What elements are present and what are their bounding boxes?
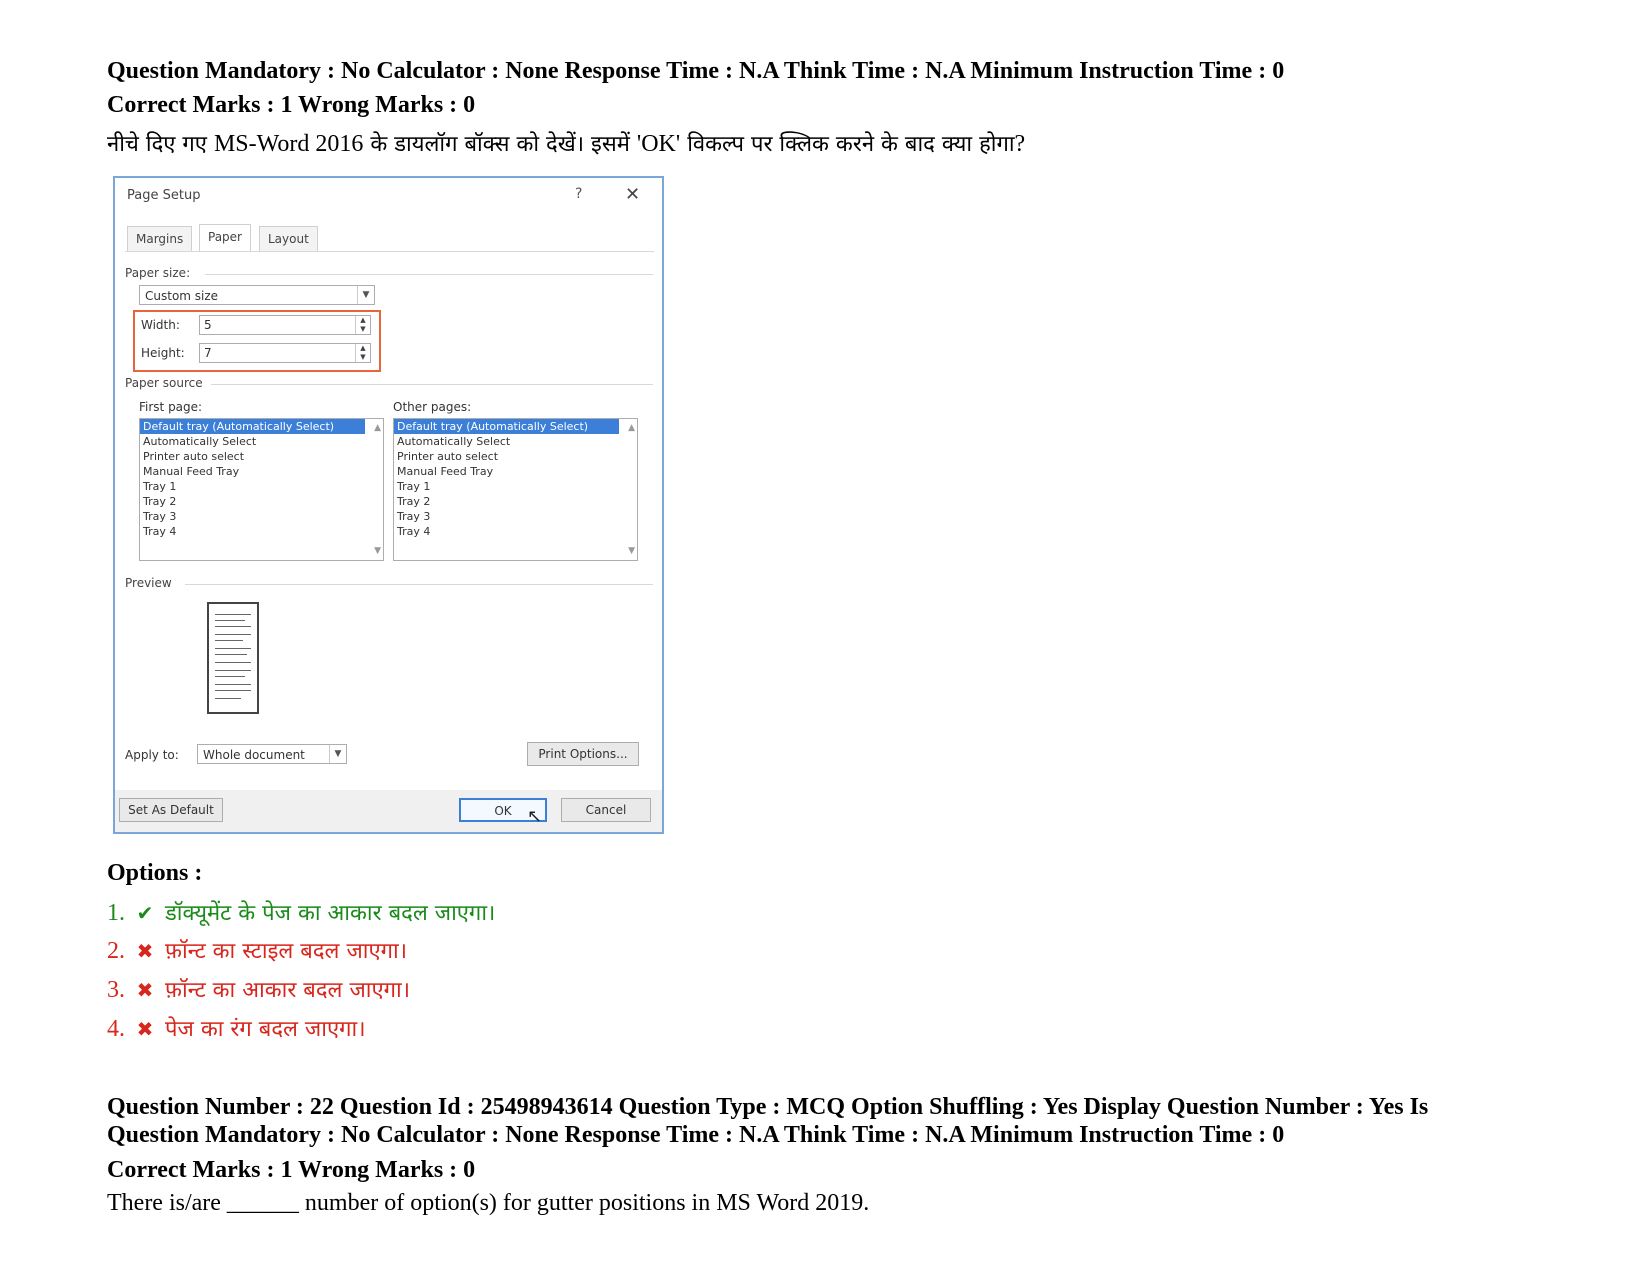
list-item[interactable]: Tray 1 (397, 480, 431, 493)
list-item[interactable]: Automatically Select (143, 435, 257, 448)
cross-icon: ✖ (136, 1019, 154, 1041)
tab-layout[interactable]: Layout (259, 226, 318, 251)
marks-line: Correct Marks : 1 Wrong Marks : 0 (107, 92, 476, 118)
question-hindi-3: विकल्प पर क्लिक करने के बाद क्या होगा (680, 132, 1015, 157)
help-icon[interactable]: ? (575, 186, 583, 202)
scroll-up-icon[interactable]: ▲ (374, 423, 381, 433)
question-mark: ? (1014, 131, 1026, 157)
question-english: MS-Word 2016 (213, 131, 364, 157)
list-item[interactable]: Tray 2 (143, 495, 177, 508)
list-item[interactable]: Default tray (Automatically Select) (140, 419, 365, 434)
mouse-cursor-icon: ↖ (527, 806, 543, 827)
list-item[interactable]: Tray 3 (143, 510, 177, 523)
list-item[interactable]: Manual Feed Tray (397, 465, 494, 478)
question-hindi-2: के डायलॉग बॉक्स को देखें। इसमें (363, 132, 637, 157)
preview-separator (185, 584, 653, 585)
next-question-meta-1: Question Number : 22 Question Id : 25498943614 Question Type : MCQ Option Shuffling : Yes Display Question Number : Yes Is (107, 1094, 1429, 1120)
apply-to-label: Apply to: (125, 748, 179, 762)
height-label: Height: (141, 346, 185, 360)
width-label: Width: (141, 318, 180, 332)
other-pages-label: Other pages: (393, 400, 472, 414)
next-question-text: There is/are ______ number of option(s) for gutter positions in MS Word 2019. (107, 1190, 870, 1216)
chevron-down-icon: ▼ (357, 286, 374, 304)
print-options-button[interactable]: Print Options... (527, 742, 639, 766)
width-input[interactable] (199, 315, 371, 335)
option-text: फ़ॉन्ट का आकार बदल जाएगा। (165, 978, 411, 1003)
option-number: 4. (107, 1016, 125, 1042)
paper-source-separator (211, 384, 653, 385)
set-as-default-button[interactable]: Set As Default (119, 798, 223, 822)
option-number: 3. (107, 977, 125, 1003)
other-pages-list[interactable] (393, 418, 638, 561)
scroll-down-icon[interactable]: ▼ (628, 546, 635, 556)
option-text: पेज का रंग बदल जाएगा। (165, 1017, 366, 1042)
next-question-meta-2: Question Mandatory : No Calculator : None Response Time : N.A Think Time : N.A Minimum Instruction Time : 0 (107, 1122, 1285, 1148)
next-question-marks: Correct Marks : 1 Wrong Marks : 0 (107, 1157, 476, 1183)
scroll-up-icon[interactable]: ▲ (628, 423, 635, 433)
height-input[interactable] (199, 343, 371, 363)
list-item[interactable]: Manual Feed Tray (143, 465, 240, 478)
options-heading: Options : (107, 860, 203, 886)
width-value: 5 (204, 318, 212, 332)
list-item[interactable]: Printer auto select (143, 450, 245, 463)
list-item[interactable]: Tray 3 (397, 510, 431, 523)
cross-icon: ✖ (136, 980, 154, 1002)
ok-button[interactable]: OK (459, 798, 547, 822)
check-icon: ✔ (136, 903, 154, 925)
first-page-label: First page: (139, 400, 203, 414)
option-2[interactable] (107, 935, 407, 965)
option-text: डॉक्यूमेंट के पेज का आकार बदल जाएगा। (165, 901, 496, 926)
option-4[interactable] (107, 1013, 366, 1043)
tab-divider (125, 251, 654, 252)
first-page-list[interactable] (139, 418, 384, 561)
spin-arrows-icon[interactable]: ▲ ▼ (355, 344, 370, 362)
list-item[interactable]: Automatically Select (397, 435, 511, 448)
paper-size-separator (205, 274, 653, 275)
option-1[interactable] (107, 897, 495, 927)
close-icon[interactable]: ✕ (625, 184, 641, 205)
option-number: 2. (107, 938, 125, 964)
paper-size-select[interactable] (139, 285, 375, 305)
list-item[interactable]: Printer auto select (397, 450, 499, 463)
scroll-down-icon[interactable]: ▼ (374, 546, 381, 556)
paper-source-label: Paper source (125, 376, 203, 390)
chevron-down-icon: ▼ (329, 745, 346, 763)
cancel-button[interactable]: Cancel (561, 798, 651, 822)
list-item[interactable]: Tray 1 (143, 480, 177, 493)
tab-paper[interactable]: Paper (199, 224, 251, 251)
dialog-title: Page Setup (127, 188, 201, 203)
page-setup-dialog (113, 176, 664, 834)
question-hindi-1: नीचे दिए गए (107, 132, 214, 157)
paper-size-value: Custom size (145, 289, 219, 303)
spin-arrows-icon[interactable]: ▲ ▼ (355, 316, 370, 334)
list-item[interactable]: Tray 2 (397, 495, 431, 508)
question-meta-line: Question Mandatory : No Calculator : None Response Time : N.A Think Time : N.A Minimum Instruction Time : 0 (107, 58, 1285, 84)
apply-to-value: Whole document (203, 748, 305, 762)
option-number: 1. (107, 900, 125, 926)
list-item[interactable]: Default tray (Automatically Select) (394, 419, 619, 434)
question-text (107, 128, 1025, 158)
page-preview (207, 602, 259, 714)
question-ok: 'OK' (636, 131, 681, 157)
cross-icon: ✖ (136, 941, 154, 963)
list-item[interactable]: Tray 4 (143, 525, 177, 538)
list-item[interactable]: Tray 4 (397, 525, 431, 538)
tab-margins[interactable]: Margins (127, 226, 192, 251)
option-3[interactable] (107, 974, 410, 1004)
paper-size-label: Paper size: (125, 266, 191, 280)
apply-to-select[interactable] (197, 744, 347, 764)
option-text: फ़ॉन्ट का स्टाइल बदल जाएगा। (165, 939, 408, 964)
height-value: 7 (204, 346, 212, 360)
preview-label: Preview (125, 576, 172, 590)
